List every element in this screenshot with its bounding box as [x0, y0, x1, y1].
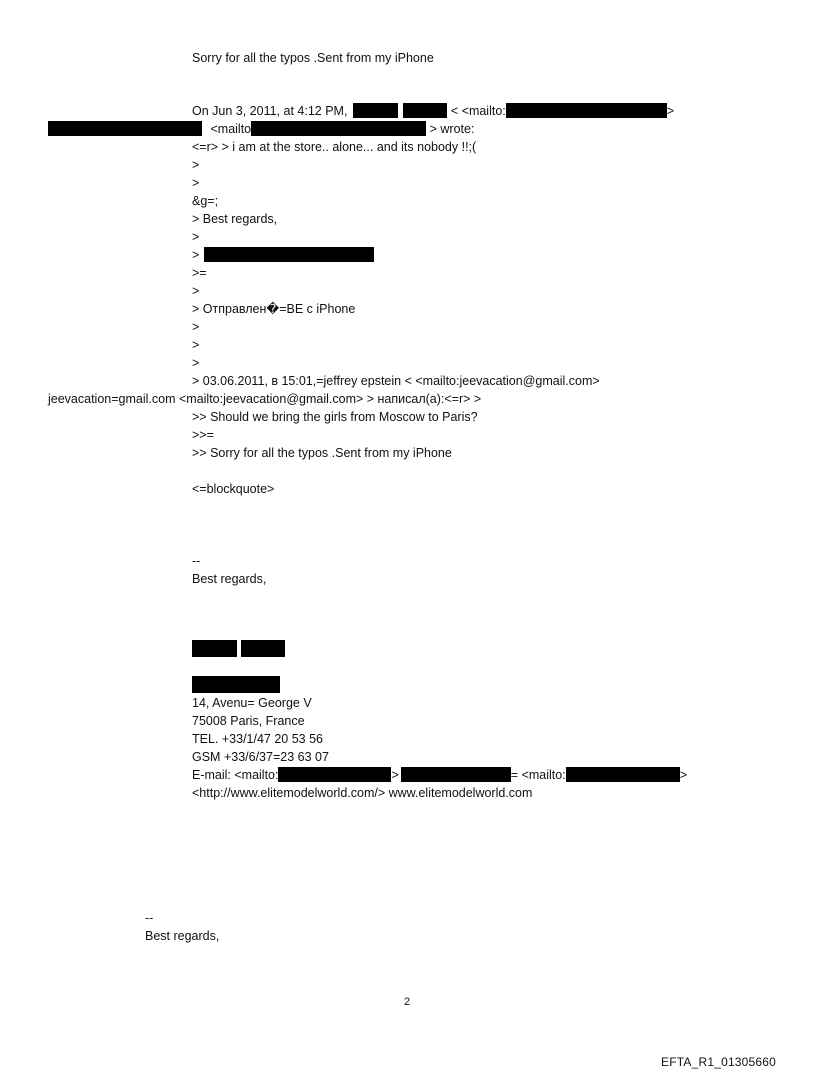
redaction-box [48, 121, 202, 136]
quoted-line: > [192, 158, 200, 172]
gt-text: > [192, 248, 200, 262]
signature-gsm: GSM +33/6/37=23 63 07 [192, 750, 329, 764]
redaction-box [401, 767, 511, 782]
signature-address1: 14, Avenu= George V [192, 696, 312, 710]
outer-best-regards: Best regards, [145, 929, 220, 943]
gt-text: > [391, 768, 399, 782]
outer-dashes: -- [145, 911, 154, 925]
signature-address2: 75008 Paris, France [192, 714, 305, 728]
redaction-box [204, 247, 374, 262]
redaction-box [192, 640, 237, 657]
reply-header-line [192, 103, 674, 119]
quoted-line: > Отправлен�=BE с iPhone [192, 302, 356, 316]
quoted-line: >= [192, 266, 207, 280]
quoted-line: >> Should we bring the girls from Moscow to Paris? [192, 410, 478, 424]
redaction-box [566, 767, 680, 782]
signature-dashes: -- [192, 554, 201, 568]
mailto-right-text: <mailto:jeevacation@gmail.com> > написал(а):<=r> > [178, 392, 482, 406]
mailto-open-text: < <mailto: [450, 104, 506, 118]
quoted-line: >> Sorry for all the typos .Sent from my iPhone [192, 446, 452, 460]
redaction-box [278, 767, 391, 782]
quoted-line [192, 247, 374, 263]
reply-header-line-2 [48, 121, 474, 137]
quoted-line: > [192, 320, 200, 334]
quoted-line: &g=; [192, 194, 219, 208]
on-date-text: On Jun 3, 2011, at 4:12 PM, [192, 104, 348, 118]
quoted-line: > [192, 230, 200, 244]
redaction-box [251, 121, 426, 136]
redaction-box [353, 103, 398, 118]
signature-web: <http://www.elitemodelworld.com/> www.elitemodelworld.com [192, 786, 533, 800]
best-regards: Best regards, [192, 572, 267, 586]
quoted-line [48, 391, 481, 407]
quoted-line: > [192, 284, 200, 298]
quoted-line: > [192, 356, 200, 370]
quoted-line: >>= [192, 428, 214, 442]
mailto-text: <mailto [210, 122, 252, 136]
quoted-line: <=r> > i am at the store.. alone... and its nobody !!;( [192, 140, 477, 154]
redaction-box [192, 676, 280, 693]
signature-email-line [192, 767, 687, 783]
signature-tel: TEL. +33/1/47 20 53 56 [192, 732, 324, 746]
quoted-line: > 03.06.2011, в 15:01,=jeffrey epstein < <mailto:jeevacation@gmail.com> [192, 374, 600, 388]
document-id: EFTA_R1_01305660 [661, 1055, 777, 1069]
gt-text: > [666, 104, 675, 118]
redaction-box [506, 103, 667, 118]
wrote-text: > wrote: [429, 122, 475, 136]
gt-text: > [679, 768, 687, 782]
email-left-text: jeevacation=gmail.com [48, 392, 176, 406]
quoted-line: > [192, 338, 200, 352]
redaction-box [403, 103, 447, 118]
page-number: 2 [404, 996, 411, 1008]
quoted-line: > [192, 176, 200, 190]
blockquote-tag: <=blockquote> [192, 482, 275, 496]
email-label: E-mail: <mailto: [192, 768, 279, 782]
eq-mailto-text: = <mailto: [510, 768, 566, 782]
redaction-box [241, 640, 285, 657]
signoff-line: Sorry for all the typos .Sent from my iPhone [192, 51, 434, 65]
quoted-line: > Best regards, [192, 212, 278, 226]
